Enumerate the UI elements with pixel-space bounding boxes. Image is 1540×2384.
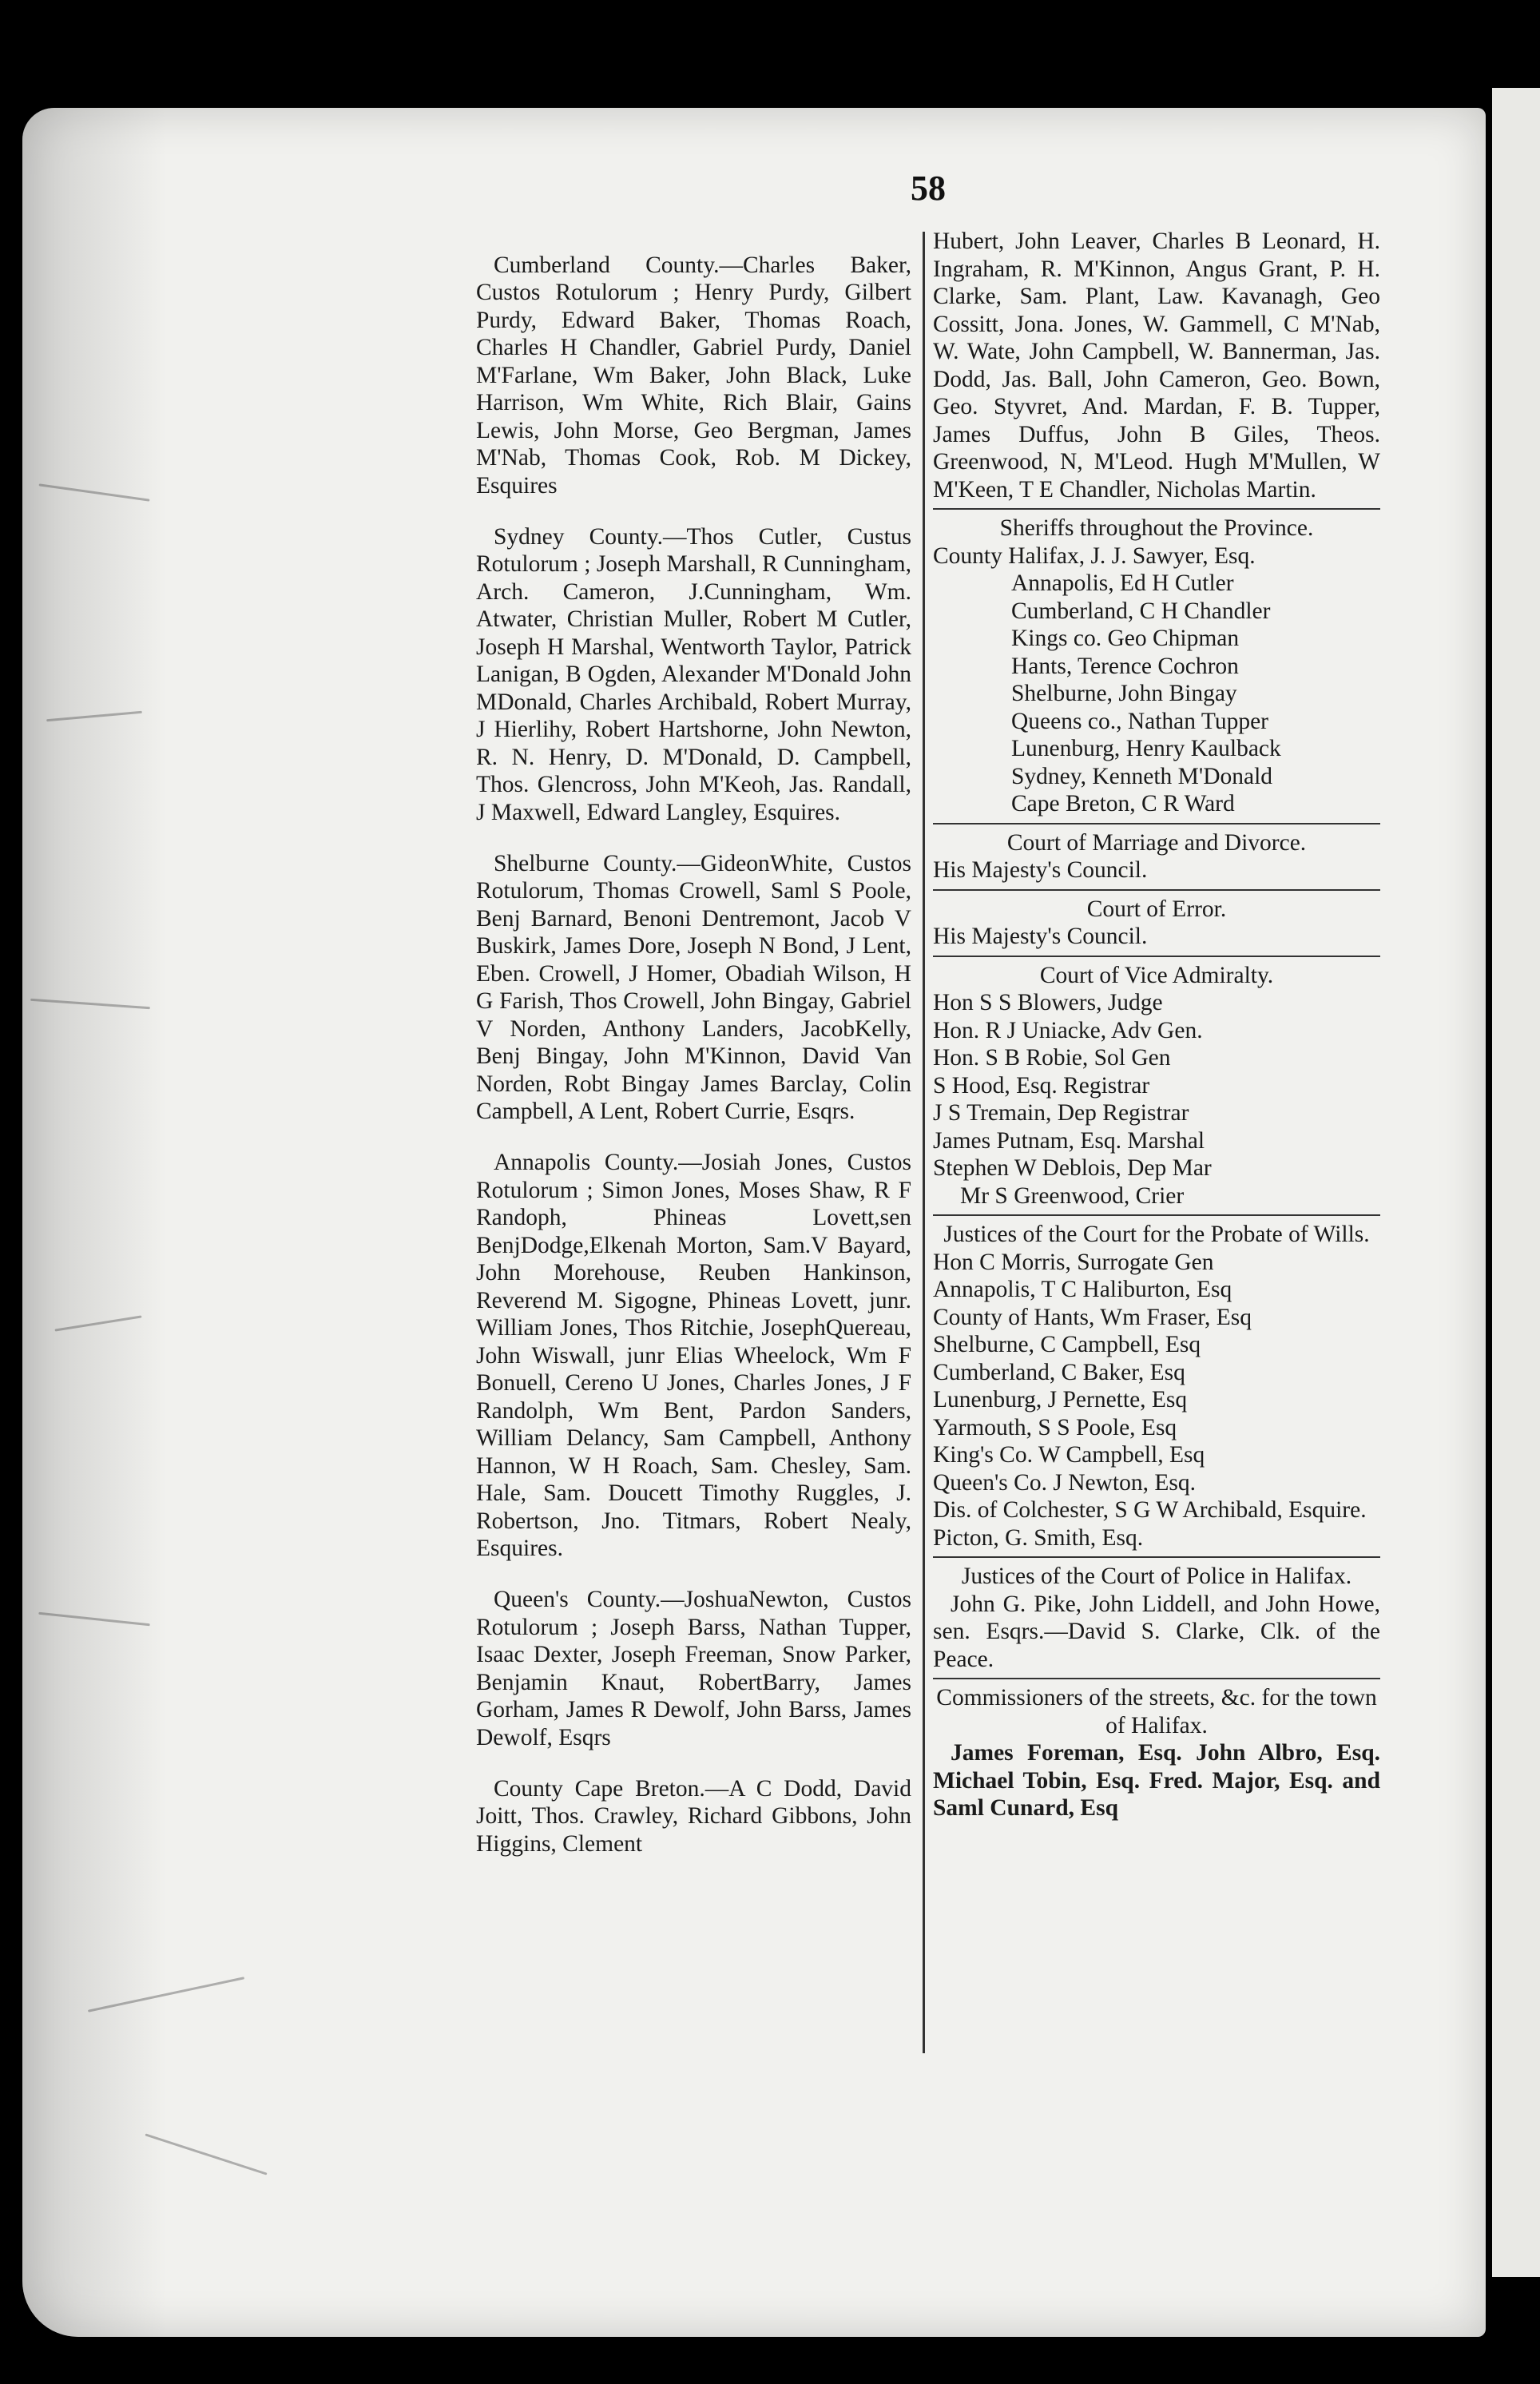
sheriff-item: Cape Breton, C R Ward <box>1011 791 1235 817</box>
county-entry-shelburne: Shelburne County.—GideonWhite, Custos Rotulorum, Thomas Crowell, Saml S Poole, Benj Barnard, Benoni Dentremont, Jacob V Buskirk, James Dore, Joseph N Bond, J Lent, Eben. Crowell, J Homer, Obadiah Wilson, H G Farish, Thos Crowell, John Bingay, Gabriel V Norden, Anthony Landers, JacobKelly, Benj Bingay, John M'Kinnon, David Van Norden, Robt Bingay James Barclay, Colin Campbell, A Lent, Robert Currie, Esqrs. <box>476 850 911 1124</box>
marriage-heading: Court of Marriage and Divorce. <box>1006 829 1307 856</box>
probate-item: Dis. of Colchester, S G W Archibald, Esquire. <box>933 1497 1367 1523</box>
probate-item: Shelburne, C Campbell, Esq <box>933 1332 1201 1357</box>
section-rule <box>933 508 1380 510</box>
probate-section <box>933 1221 1380 1552</box>
probate-item: Yarmouth, S S Poole, Esq <box>933 1414 1177 1440</box>
admiralty-section <box>933 962 1380 1210</box>
probate-item: Hon C Morris, Surrogate Gen <box>933 1249 1214 1275</box>
admiralty-item: James Putnam, Esq. Marshal <box>933 1127 1205 1154</box>
marriage-section <box>933 829 1380 884</box>
probate-heading: Justices of the Court for the Probate of Wills. <box>943 1222 1370 1247</box>
column-divider <box>923 232 925 2053</box>
error-section <box>933 896 1380 951</box>
worn-edge <box>22 108 166 2337</box>
error-body: His Majesty's Council. <box>933 924 1148 949</box>
sheriff-item: Lunenburg, Henry Kaulback <box>1011 736 1281 761</box>
section-rule <box>933 823 1380 824</box>
admiralty-item: Stephen W Deblois, Dep Mar <box>933 1155 1212 1181</box>
probate-item: Picton, G. Smith, Esq. <box>933 1524 1144 1551</box>
sheriff-item: Hants, Terence Cochron <box>1011 653 1239 679</box>
marriage-body: His Majesty's Council. <box>933 857 1148 883</box>
section-rule <box>933 1214 1380 1216</box>
probate-item: County of Hants, Wm Fraser, Esq <box>933 1304 1252 1330</box>
right-column <box>933 228 1380 1822</box>
commissioners-heading: Commissioners of the streets, &c. for the town of Halifax. <box>936 1685 1377 1738</box>
county-entry-annapolis: Annapolis County.—Josiah Jones, Custos Rotulorum ; Simon Jones, Moses Shaw, R F Randoph, Phineas Lovett,sen BenjDodge,Elkenah Morton, Sam.V Bayard, John Morehouse, Reuben Hankinson, Reverend M. Sigogne, Phineas Lovett, junr. William Jones, Thos Ritchie, JosephQuereau, John Wiswall, junr Elias Wheelock, Wm F Bonuell, Cereno U Jones, Charles Jones, J F Randolph, Wm Bent, Pardon Sanders, William Delancy, Sam Campbell, Anthony Hannon, W H Roach, Sam. Chesley, Sam. Hale, Sam. Doucett Timothy Ruggles, J. Robertson, Jno. Titmars, Robert Nealy, Esquires. <box>476 1150 911 1561</box>
admiralty-item: J S Tremain, Dep Registrar <box>933 1100 1189 1126</box>
probate-item: King's Co. W Campbell, Esq <box>933 1442 1205 1468</box>
commissioners-section <box>933 1684 1380 1822</box>
admiralty-item: Hon. R J Uniacke, Adv Gen. <box>933 1017 1203 1043</box>
page-number: 58 <box>911 169 946 208</box>
section-rule <box>933 889 1380 891</box>
section-rule <box>933 1556 1380 1558</box>
county-entry-cumberland: Cumberland County.—Charles Baker, Custos Rotulorum ; Henry Purdy, Gilbert Purdy, Edward Baker, Thomas Roach, Charles H Chandler, Gabriel Purdy, Daniel M'Farlane, Wm Baker, John Black, Luke Harrison, Wm White, Rich Blair, Gains Lewis, John Morse, Geo Bergman, James M'Nab, Thomas Cook, Rob. M Dickey, Esquires <box>476 252 911 499</box>
county-entry-cape-breton: County Cape Breton.—A C Dodd, David Joitt, Thos. Crawley, Richard Gibbons, John Higgins, Clement <box>476 1775 911 1857</box>
commissioners-body: James Foreman, Esq. John Albro, Esq. Michael Tobin, Esq. Fred. Major, Esq. and Saml Cunard, Esq <box>933 1740 1380 1821</box>
police-section <box>933 1563 1380 1673</box>
sheriff-item: Shelburne, John Bingay <box>1011 681 1237 706</box>
admiralty-item: Hon S S Blowers, Judge <box>933 990 1163 1015</box>
adjacent-page-edge <box>1492 88 1540 2277</box>
error-heading: Court of Error. <box>1086 896 1227 922</box>
probate-item: Cumberland, C Baker, Esq <box>933 1359 1185 1385</box>
probate-item: Lunenburg, J Pernette, Esq <box>933 1387 1188 1413</box>
police-heading: Justices of the Court of Police in Halifax. <box>961 1564 1352 1589</box>
left-column <box>476 228 911 1881</box>
sheriff-item: Kings co. Geo Chipman <box>1011 626 1240 651</box>
sheriffs-heading: Sheriffs throughout the Province. <box>999 515 1314 541</box>
probate-item: Queen's Co. J Newton, Esq. <box>933 1469 1196 1496</box>
section-rule <box>933 956 1380 957</box>
county-entry-queens: Queen's County.—JoshuaNewton, Custos Rotulorum ; Joseph Barss, Nathan Tupper, Isaac Dexter, Joseph Freeman, Snow Parker, Benjamin Knaut, RobertBarry, James Gorham, James R Dewolf, John Barss, James Dewolf, Esqrs <box>476 1587 911 1750</box>
admiralty-item: Hon. S B Robie, Sol Gen <box>933 1045 1171 1071</box>
sheriff-item: Sydney, Kenneth M'Donald <box>1011 763 1273 789</box>
cape-breton-continuation: Hubert, John Leaver, Charles B Leonard, H. Ingraham, R. M'Kinnon, Angus Grant, P. H. Clarke, Sam. Plant, Law. Kavanagh, Geo Cossitt, Jona. Jones, W. Gammell, C M'Nab, W. Wate, John Campbell, W. Bannerman, Jas. Dodd, Jas. Ball, John Cameron, Geo. Bown, Geo. Styvret, And. Mardan, F. B. Tupper, James Duffus, John B Giles, Theos. Greenwood, N, M'Leod. Hugh M'Mullen, W M'Keen, T E Chandler, Nicholas Martin. <box>933 228 1380 503</box>
admiralty-heading: Court of Vice Admiralty. <box>1039 962 1274 988</box>
sheriff-item: Annapolis, Ed H Cutler <box>1011 570 1234 596</box>
sheriff-halifax: County Halifax, J. J. Sawyer, Esq. <box>933 542 1256 569</box>
county-entry-sydney: Sydney County.—Thos Cutler, Custus Rotulorum ; Joseph Marshall, R Cunningham, Arch. Cameron, J.Cunningham, Wm. Atwater, Christian Muller, Robert M Cutler, Joseph H Marshal, Wentworth Taylor, Patrick Lanigan, B Ogden, Alexander M'Donald John MDonald, Charles Archibald, Robert Murray, J Hierlihy, Robert Hartshorne, John Newton, R. N. Henry, D. M'Donald, D. Campbell, Thos. Glencross, John M'Keoh, Jas. Randall, J Maxwell, Edward Langley, Esquires. <box>476 523 911 825</box>
sheriffs-section <box>933 515 1380 818</box>
sheriff-item: Cumberland, C H Chandler <box>1011 598 1271 624</box>
admiralty-item: S Hood, Esq. Registrar <box>933 1072 1150 1099</box>
police-body: John G. Pike, John Liddell, and John Howe, sen. Esqrs.—David S. Clarke, Clk. of the Peace. <box>933 1591 1380 1672</box>
section-rule <box>933 1678 1380 1679</box>
admiralty-crier: Mr S Greenwood, Crier <box>960 1182 1185 1209</box>
sheriff-item: Queens co., Nathan Tupper <box>1011 708 1268 734</box>
probate-item: Annapolis, T C Haliburton, Esq <box>933 1277 1232 1302</box>
